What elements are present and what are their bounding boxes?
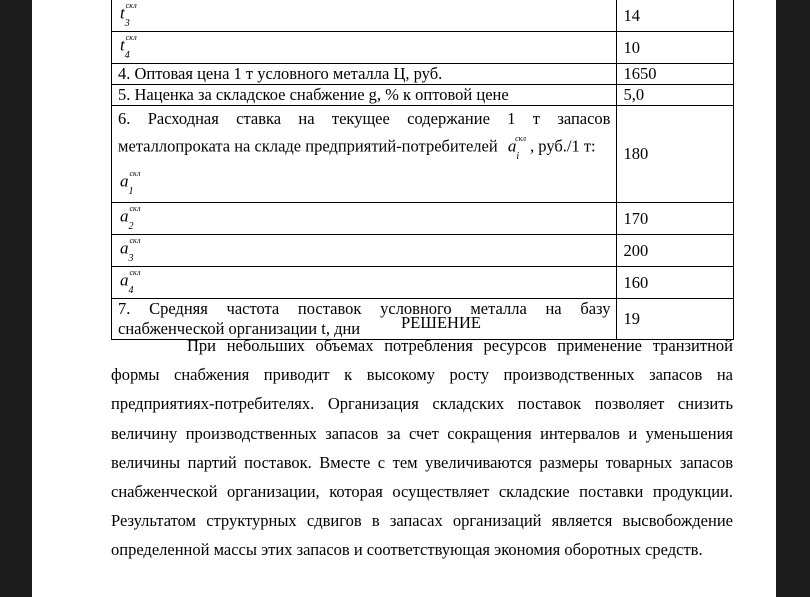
param-line: металлопроката на складе предприятий-потребителей $a_i^{скл}$ , руб./1 т: [118, 131, 610, 166]
param-cell [112, 235, 617, 267]
table-row [112, 235, 734, 267]
table-row [112, 203, 734, 235]
left-dark-margin [0, 0, 32, 597]
symbol: $a_4^{скл}$ [120, 268, 141, 297]
table-row [112, 267, 734, 299]
param-cell [112, 203, 617, 235]
param-cell [112, 32, 617, 64]
value-cell: 19 [617, 299, 734, 340]
value-cell: 1650 [617, 64, 734, 85]
value-cell: 200 [617, 235, 734, 267]
param-cell [112, 267, 617, 299]
symbol: $a_2^{скл}$ [120, 204, 141, 233]
param-cell: 5. Наценка за складское снабжение g, % к оптовой цене [112, 85, 617, 106]
symbol: $a_3^{скл}$ [120, 236, 141, 265]
symbol: $a_i^{скл}$ [507, 134, 527, 163]
value-cell: 170 [617, 203, 734, 235]
table-row [112, 0, 734, 32]
param-cell: 4. Оптовая цена 1 т условного металла Ц, руб. [112, 64, 617, 85]
value-cell: 160 [617, 267, 734, 299]
param-line [118, 166, 610, 201]
value-cell: 10 [617, 32, 734, 64]
param-line: снабженческой организации t, дни [118, 319, 361, 339]
right-dark-margin [776, 0, 810, 597]
param-cell [112, 106, 617, 203]
table-row [112, 106, 734, 203]
solution-paragraph: При небольших объемах потребления ресурсов применение транзитной формы снабжения приводит к высокому росту производственных запасов на предприятиях-потребителях. Организация складских поставок позволяет снизить величину производственных запасов за счет сокращения интервалов и уменьшения величины партий поставок. Вместе с тем увеличиваются размеры товарных запасов снабженческой организации, которая осуществляет складские поставки продукции. Результатом структурных сдвигов в запасах организаций является высвобождение определенной массы этих запасов и соответствующая экономия оборотных средств. [111, 336, 733, 560]
solution-body [111, 331, 733, 565]
value-cell: 180 [617, 106, 734, 203]
table-row [112, 32, 734, 64]
table-row [112, 64, 734, 85]
symbol: $a_1^{скл}$ [120, 169, 141, 198]
parameters-table [111, 0, 734, 340]
param-line: 7. Средняя частота поставок условного металла на базу [118, 299, 611, 319]
symbol: $t_4^{скл}$ [120, 33, 137, 62]
solution-heading: РЕШЕНИЕ [401, 313, 481, 332]
param-line: 6. Расходная ставка на текущее содержание 1 т запасов [118, 109, 611, 129]
table-row [112, 85, 734, 106]
symbol: $t_3^{скл}$ [120, 1, 137, 30]
value-cell: 5,0 [617, 85, 734, 106]
param-cell [112, 0, 617, 32]
value-cell: 14 [617, 0, 734, 32]
